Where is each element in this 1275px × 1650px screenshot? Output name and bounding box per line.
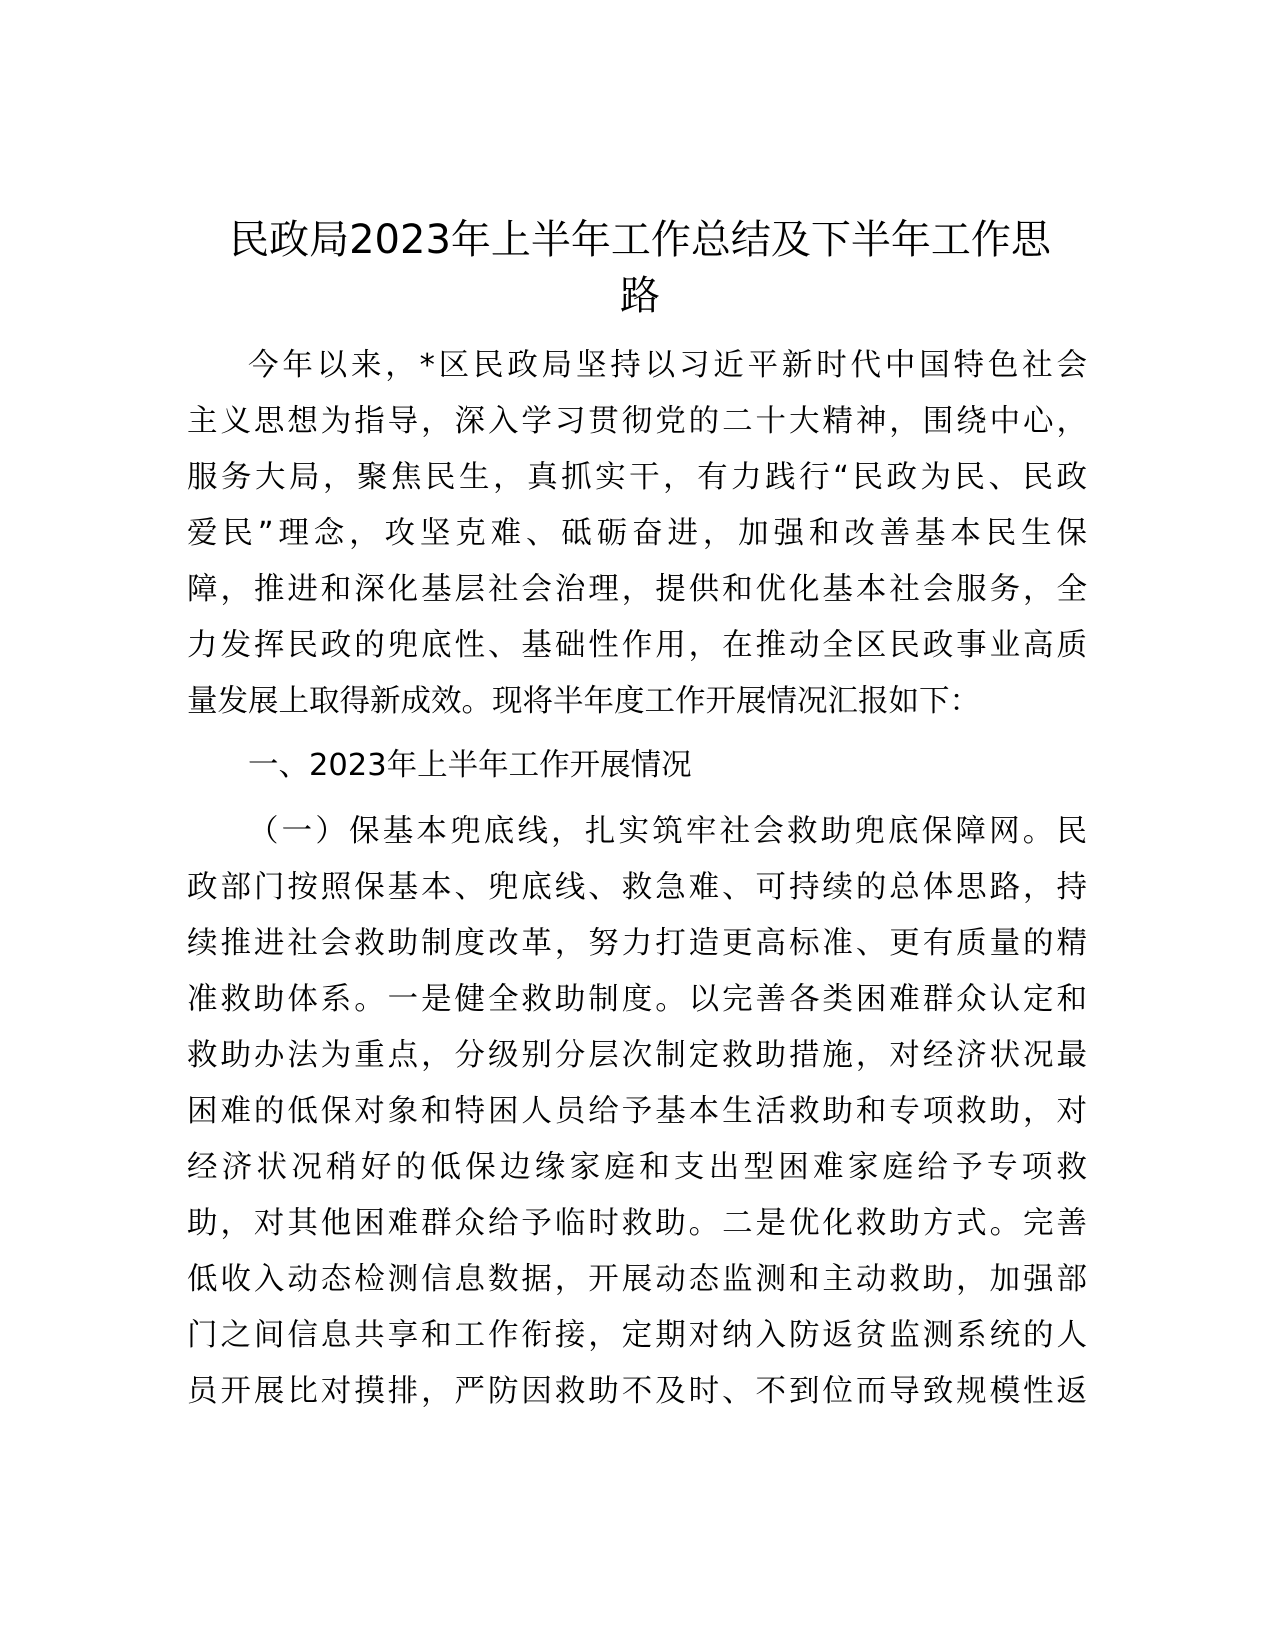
subsection-paragraph-line: （一）保基本兜底线，扎实筑牢社会救助兜底保障网。民: [248, 814, 1087, 849]
section-heading: 一、2023年上半年工作开展情况: [248, 748, 692, 783]
subsection-paragraph-line: 助，对其他困难群众给予临时救助。二是优化救助方式。完善: [187, 1206, 1087, 1241]
subsection-paragraph-line: 续推进社会救助制度改革，努力打造更高标准、更有质量的精: [187, 926, 1087, 961]
subsection-paragraph-line: 低收入动态检测信息数据，开展动态监测和主动救助，加强部: [187, 1262, 1087, 1297]
subsection-paragraph-line: 准救助体系。一是健全救助制度。以完善各类困难群众认定和: [187, 982, 1087, 1017]
intro-paragraph-line: 主义思想为指导，深入学习贯彻党的二十大精神，围绕中心，: [187, 404, 1087, 439]
document-title-line-1: 民政局2023年上半年工作总结及下半年工作思: [229, 217, 1051, 263]
intro-paragraph-line: 爱民”理念，攻坚克难、砥砺奋进，加强和改善基本民生保: [187, 516, 1087, 551]
document-title-line-2: 路: [620, 273, 660, 319]
subsection-paragraph-line: 经济状况稍好的低保边缘家庭和支出型困难家庭给予专项救: [187, 1150, 1087, 1185]
intro-paragraph-line: 力发挥民政的兜底性、基础性作用，在推动全区民政事业高质: [187, 628, 1087, 663]
intro-paragraph-line: 量发展上取得新成效。现将半年度工作开展情况汇报如下：: [187, 684, 980, 719]
subsection-paragraph-line: 门之间信息共享和工作衔接，定期对纳入防返贫监测系统的人: [187, 1318, 1087, 1353]
intro-paragraph-line: 今年以来，*区民政局坚持以习近平新时代中国特色社会: [248, 348, 1087, 383]
subsection-paragraph-line: 员开展比对摸排，严防因救助不及时、不到位而导致规模性返: [187, 1374, 1087, 1409]
subsection-paragraph-line: 困难的低保对象和特困人员给予基本生活救助和专项救助，对: [187, 1094, 1087, 1129]
intro-paragraph-line: 障，推进和深化基层社会治理，提供和优化基本社会服务，全: [187, 572, 1087, 607]
subsection-paragraph-line: 政部门按照保基本、兜底线、救急难、可持续的总体思路，持: [187, 870, 1087, 905]
subsection-paragraph-line: 救助办法为重点，分级别分层次制定救助措施，对经济状况最: [187, 1038, 1087, 1073]
intro-paragraph-line: 服务大局，聚焦民生，真抓实干，有力践行“民政为民、民政: [187, 460, 1087, 495]
